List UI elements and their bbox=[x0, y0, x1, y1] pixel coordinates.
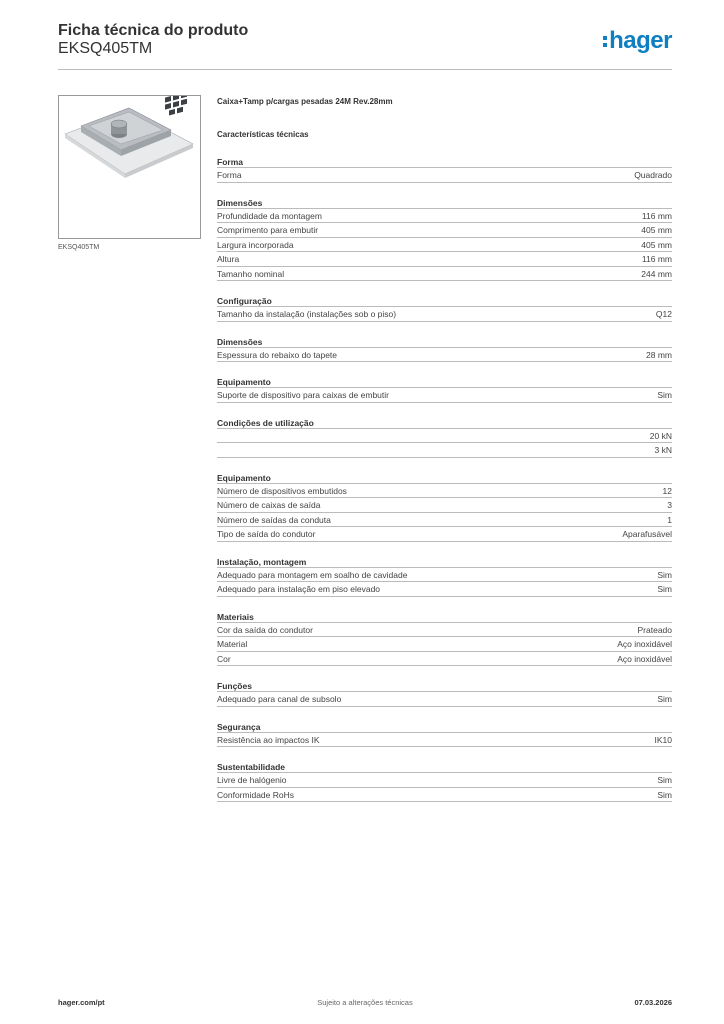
spec-group-title: Dimensões bbox=[217, 336, 672, 348]
spec-row bbox=[217, 223, 672, 238]
spec-label: Tamanho da instalação (instalações sob o piso) bbox=[217, 309, 397, 319]
spec-row bbox=[217, 733, 672, 748]
logo-dots-icon bbox=[603, 36, 607, 47]
spec-groups bbox=[217, 156, 672, 802]
footer-date: 07.03.2026 bbox=[634, 998, 672, 1007]
floor-box-illustration bbox=[59, 96, 201, 239]
spec-group bbox=[217, 556, 672, 597]
spec-group-title: Condições de utilização bbox=[217, 417, 672, 429]
spec-row bbox=[217, 582, 672, 597]
spec-row bbox=[217, 252, 672, 267]
spec-row bbox=[217, 238, 672, 253]
spec-value: Sim bbox=[657, 390, 672, 400]
hager-logo bbox=[603, 28, 672, 54]
document-title: Ficha técnica do produto bbox=[58, 22, 249, 39]
spec-group-title: Instalação, montagem bbox=[217, 556, 672, 568]
spec-group bbox=[217, 336, 672, 363]
spec-group bbox=[217, 761, 672, 802]
spec-group bbox=[217, 376, 672, 403]
spec-group-title: Sustentabilidade bbox=[217, 761, 672, 773]
spec-group-title: Equipamento bbox=[217, 472, 672, 484]
spec-content bbox=[217, 97, 672, 802]
spec-value: 12 bbox=[662, 485, 672, 496]
spec-group bbox=[217, 156, 672, 183]
spec-row bbox=[217, 484, 672, 499]
spec-group-title: Equipamento bbox=[217, 376, 672, 388]
product-name: Caixa+Tamp p/cargas pesadas 24M Rev.28mm bbox=[217, 97, 393, 106]
spec-row bbox=[217, 652, 672, 667]
specs-heading: Características técnicas bbox=[217, 130, 309, 139]
spec-row bbox=[217, 209, 672, 224]
spec-value: 116 mm bbox=[641, 210, 672, 221]
spec-row bbox=[217, 527, 672, 542]
spec-label: Número de caixas de saída bbox=[217, 500, 321, 510]
spec-row bbox=[217, 568, 672, 583]
spec-value: 244 mm bbox=[641, 268, 672, 279]
page-header bbox=[58, 22, 672, 70]
spec-label: Resistência ao impactos IK bbox=[217, 734, 320, 745]
spec-value: 1 bbox=[667, 514, 672, 525]
spec-value: 20 kN bbox=[649, 430, 672, 441]
spec-value: 405 mm bbox=[641, 225, 672, 235]
spec-value: 3 bbox=[667, 500, 672, 510]
spec-group-title: Dimensões bbox=[217, 197, 672, 209]
spec-label: Livre de halógenio bbox=[217, 775, 287, 785]
spec-row bbox=[217, 429, 672, 444]
spec-row bbox=[217, 498, 672, 513]
spec-label: Espessura do rebaixo do tapete bbox=[217, 349, 338, 360]
spec-value: 116 mm bbox=[641, 254, 672, 264]
spec-value: Prateado bbox=[637, 624, 672, 635]
logo-text: hager bbox=[609, 27, 672, 54]
spec-row bbox=[217, 307, 672, 322]
spec-group bbox=[217, 197, 672, 282]
spec-label: Forma bbox=[217, 170, 242, 180]
spec-value: 3 kN bbox=[654, 445, 672, 455]
spec-label: Adequado para canal de subsolo bbox=[217, 694, 342, 704]
spec-group-title: Funções bbox=[217, 680, 672, 692]
spec-row bbox=[217, 443, 672, 458]
spec-row bbox=[217, 623, 672, 638]
spec-label: Adequado para montagem em soalho de cavidade bbox=[217, 569, 408, 580]
spec-label: Comprimento para embutir bbox=[217, 225, 319, 235]
spec-group-title: Materiais bbox=[217, 611, 672, 623]
spec-label: Altura bbox=[217, 254, 240, 264]
spec-group bbox=[217, 721, 672, 748]
spec-row bbox=[217, 773, 672, 788]
spec-label: Tamanho nominal bbox=[217, 268, 285, 279]
spec-value: Aço inoxidável bbox=[617, 639, 672, 649]
spec-value: 405 mm bbox=[641, 239, 672, 250]
spec-group bbox=[217, 680, 672, 707]
spec-group-title: Forma bbox=[217, 156, 672, 168]
spec-row bbox=[217, 692, 672, 707]
spec-group-title: Segurança bbox=[217, 721, 672, 733]
spec-group-title: Configuração bbox=[217, 295, 672, 307]
spec-row bbox=[217, 348, 672, 363]
footer-website: hager.com/pt bbox=[58, 998, 105, 1007]
spec-row bbox=[217, 637, 672, 652]
spec-group bbox=[217, 295, 672, 322]
spec-label: Conformidade RoHs bbox=[217, 789, 295, 800]
spec-value: Sim bbox=[657, 584, 672, 594]
spec-value: 28 mm bbox=[646, 349, 672, 360]
spec-row bbox=[217, 267, 672, 282]
spec-label: Adequado para instalação em piso elevado bbox=[217, 584, 381, 594]
spec-row bbox=[217, 513, 672, 528]
spec-label: Suporte de dispositivo para caixas de embutir bbox=[217, 390, 389, 400]
spec-value: Q12 bbox=[655, 309, 672, 319]
spec-label: Cor bbox=[217, 653, 231, 664]
spec-group bbox=[217, 417, 672, 458]
spec-value: Aparafusável bbox=[622, 529, 672, 539]
spec-label: Número de dispositivos embutidos bbox=[217, 485, 347, 496]
spec-group bbox=[217, 611, 672, 667]
spec-row bbox=[217, 168, 672, 183]
spec-value: IK10 bbox=[654, 734, 672, 745]
product-image-caption: EKSQ405TM bbox=[58, 244, 100, 251]
spec-value: Sim bbox=[657, 569, 672, 580]
spec-label: Profundidade da montagem bbox=[217, 210, 322, 221]
spec-value: Quadrado bbox=[634, 170, 672, 180]
product-code-title: EKSQ405TM bbox=[58, 40, 153, 57]
spec-label: Número de saídas da conduta bbox=[217, 514, 331, 525]
spec-value: Sim bbox=[657, 775, 672, 785]
product-image bbox=[58, 95, 201, 239]
spec-group bbox=[217, 472, 672, 542]
spec-value: Aço inoxidável bbox=[617, 653, 672, 664]
spec-label: Cor da saída do condutor bbox=[217, 624, 313, 635]
spec-label: Largura incorporada bbox=[217, 239, 294, 250]
spec-label: Tipo de saída do condutor bbox=[217, 529, 316, 539]
spec-row bbox=[217, 788, 672, 803]
spec-value: Sim bbox=[657, 789, 672, 800]
spec-row bbox=[217, 388, 672, 403]
footer-notice: Sujeito a alterações técnicas bbox=[317, 998, 413, 1007]
spec-label: Material bbox=[217, 639, 248, 649]
spec-value: Sim bbox=[657, 694, 672, 704]
